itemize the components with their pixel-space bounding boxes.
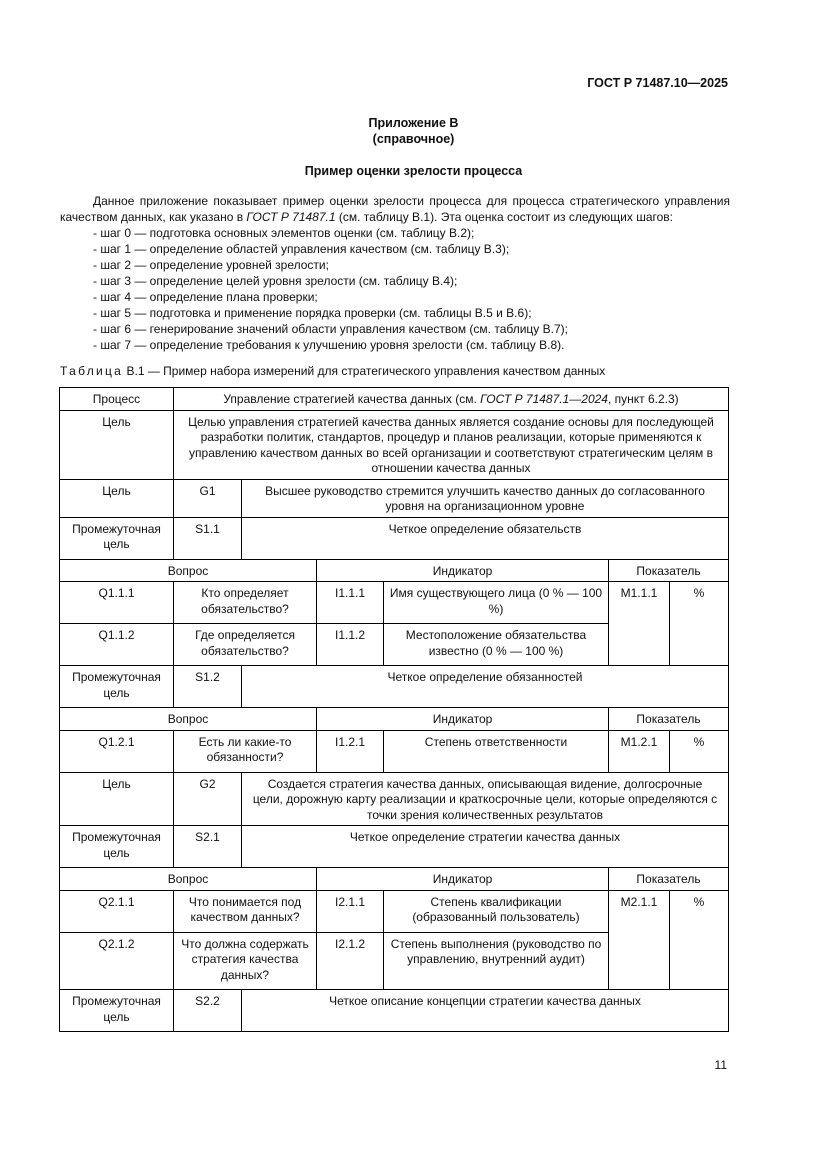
step-item: - шаг 7 — определение требования к улучшению уровня зрелости (см. таблицу В.8). [93,338,565,352]
question-header-row [60,708,729,731]
question-header-row [60,559,729,582]
metric-header: Показатель [609,868,729,891]
metric-id: M1.2.1 [609,730,670,772]
indicator-id: I2.1.1 [317,890,384,932]
indicator-header: Индикатор [317,868,609,891]
step-item: - шаг 3 — определение целей уровня зрелости (см. таблицу В.4); [93,274,458,288]
metric-unit: % [670,582,729,666]
step-item: - шаг 4 — определение плана проверки; [93,290,318,304]
step-item: - шаг 0 — подготовка основных элементов оценки (см. таблицу В.2); [93,226,475,240]
goal-row [60,479,729,517]
process-text-start: Управление стратегией качества данных (см. [223,392,481,406]
subgoal-text: Четкое определение обязательств [242,517,729,559]
document-code: ГОСТ Р 71487.10—2025 [587,76,728,90]
appendix-heading [0,115,827,147]
question-header-row [60,868,729,891]
step-item: - шаг 1 — определение областей управления качеством (см. таблицу В.3); [93,242,510,256]
subgoal-label: Промежуточная цель [60,517,174,559]
metric-id: M1.1.1 [609,582,670,666]
question-header: Вопрос [60,868,317,891]
subgoal-row [60,666,729,708]
question-id: Q1.1.1 [60,582,174,624]
indicator-header: Индикатор [317,559,609,582]
question-header: Вопрос [60,559,317,582]
question-text: Есть ли какие-то обязанности? [174,730,317,772]
question-id: Q2.1.1 [60,890,174,932]
question-text: Где определяется обязательство? [174,624,317,666]
indicator-text: Степень квалификации (образованный пользователь) [384,890,609,932]
appendix-label: Приложение В [368,116,459,130]
indicator-text: Степень выполнения (руководство по управлению, внутренний аудит) [384,932,609,990]
indicator-header: Индикатор [317,708,609,731]
process-standard-ref: ГОСТ Р 71487.1—2024 [480,392,608,406]
intro-paragraph [60,193,730,225]
indicator-text: Степень ответственности [384,730,609,772]
process-row [60,388,729,411]
question-id: Q2.1.2 [60,932,174,990]
goal-label: Цель [60,772,174,826]
subgoal-id: S2.2 [174,990,242,1032]
indicator-text: Местоположение обязательства известно (0 % — 100 %) [384,624,609,666]
question-row [60,730,729,772]
goal-row [60,772,729,826]
subgoal-row [60,826,729,868]
subgoal-text: Четкое определение стратегии качества данных [242,826,729,868]
question-text: Кто определяет обязательство? [174,582,317,624]
metric-unit: % [670,730,729,772]
question-text: Что понимается под качеством данных? [174,890,317,932]
goal-id: G1 [174,479,242,517]
purpose-label: Цель [60,410,174,479]
goal-label: Цель [60,479,174,517]
steps-list [60,225,730,353]
subgoal-id: S1.1 [174,517,242,559]
metric-header: Показатель [609,559,729,582]
goal-text: Высшее руководство стремится улучшить качество данных до согласованного уровня на организационном уровне [242,479,729,517]
metric-header: Показатель [609,708,729,731]
indicator-id: I1.1.2 [317,624,384,666]
indicator-id: I1.1.1 [317,582,384,624]
question-header: Вопрос [60,708,317,731]
question-id: Q1.1.2 [60,624,174,666]
purpose-value: Целью управления стратегией качества данных является создание основы для последующей разработки политик, стандартов, процедур и планов реализации, которые применяются к управлению качеством данных во всей организации и соответствуют стратегическим целям в отношении качества данных [174,410,729,479]
subgoal-text: Четкое определение обязанностей [242,666,729,708]
intro-standard-ref: ГОСТ Р 71487.1 [246,210,336,224]
question-id: Q1.2.1 [60,730,174,772]
table-caption-label: Таблица [60,364,124,378]
subgoal-row [60,990,729,1032]
indicator-id: I2.1.2 [317,932,384,990]
table-caption [60,364,605,378]
subgoal-label: Промежуточная цель [60,990,174,1032]
table-caption-text: В.1 — Пример набора измерений для стратегического управления качеством данных [123,364,606,378]
indicator-text: Имя существующего лица (0 % — 100 %) [384,582,609,624]
step-item: - шаг 2 — определение уровней зрелости; [93,258,329,272]
subgoal-id: S2.1 [174,826,242,868]
goal-text: Создается стратегия качества данных, описывающая видение, долгосрочные цели, дорожную карту реализации и краткосрочные цели, которые определяются с точки зрения количественных результатов [242,772,729,826]
intro-block [60,193,730,353]
subgoal-id: S1.2 [174,666,242,708]
step-item: - шаг 5 — подготовка и применение порядка проверки (см. таблицы В.5 и В.6); [93,306,532,320]
metric-unit: % [670,890,729,990]
subgoal-label: Промежуточная цель [60,826,174,868]
section-title: Пример оценки зрелости процесса [304,164,523,178]
process-label: Процесс [60,388,174,411]
process-text-end: , пункт 6.2.3) [607,392,679,406]
measurement-table [59,387,729,1032]
subgoal-row [60,517,729,559]
question-text: Что должна содержать стратегия качества данных? [174,932,317,990]
intro-text-start: Данное приложение показывает пример оценки зрелости процесса для процесса стратегического управления качеством данных, как указано в [60,194,730,224]
subgoal-label: Промежуточная цель [60,666,174,708]
question-row [60,890,729,932]
appendix-type: (справочное) [372,132,455,146]
goal-id: G2 [174,772,242,826]
question-row [60,582,729,624]
page-number: 11 [714,1058,727,1072]
intro-text-end: (см. таблицу В.1). Эта оценка состоит из следующих шагов: [335,210,674,224]
subgoal-text: Четкое описание концепции стратегии качества данных [242,990,729,1032]
step-item: - шаг 6 — генерирование значений области управления качеством (см. таблицу В.7); [93,322,568,336]
process-value [174,388,729,411]
metric-id: M2.1.1 [609,890,670,990]
indicator-id: I1.2.1 [317,730,384,772]
purpose-row [60,410,729,479]
